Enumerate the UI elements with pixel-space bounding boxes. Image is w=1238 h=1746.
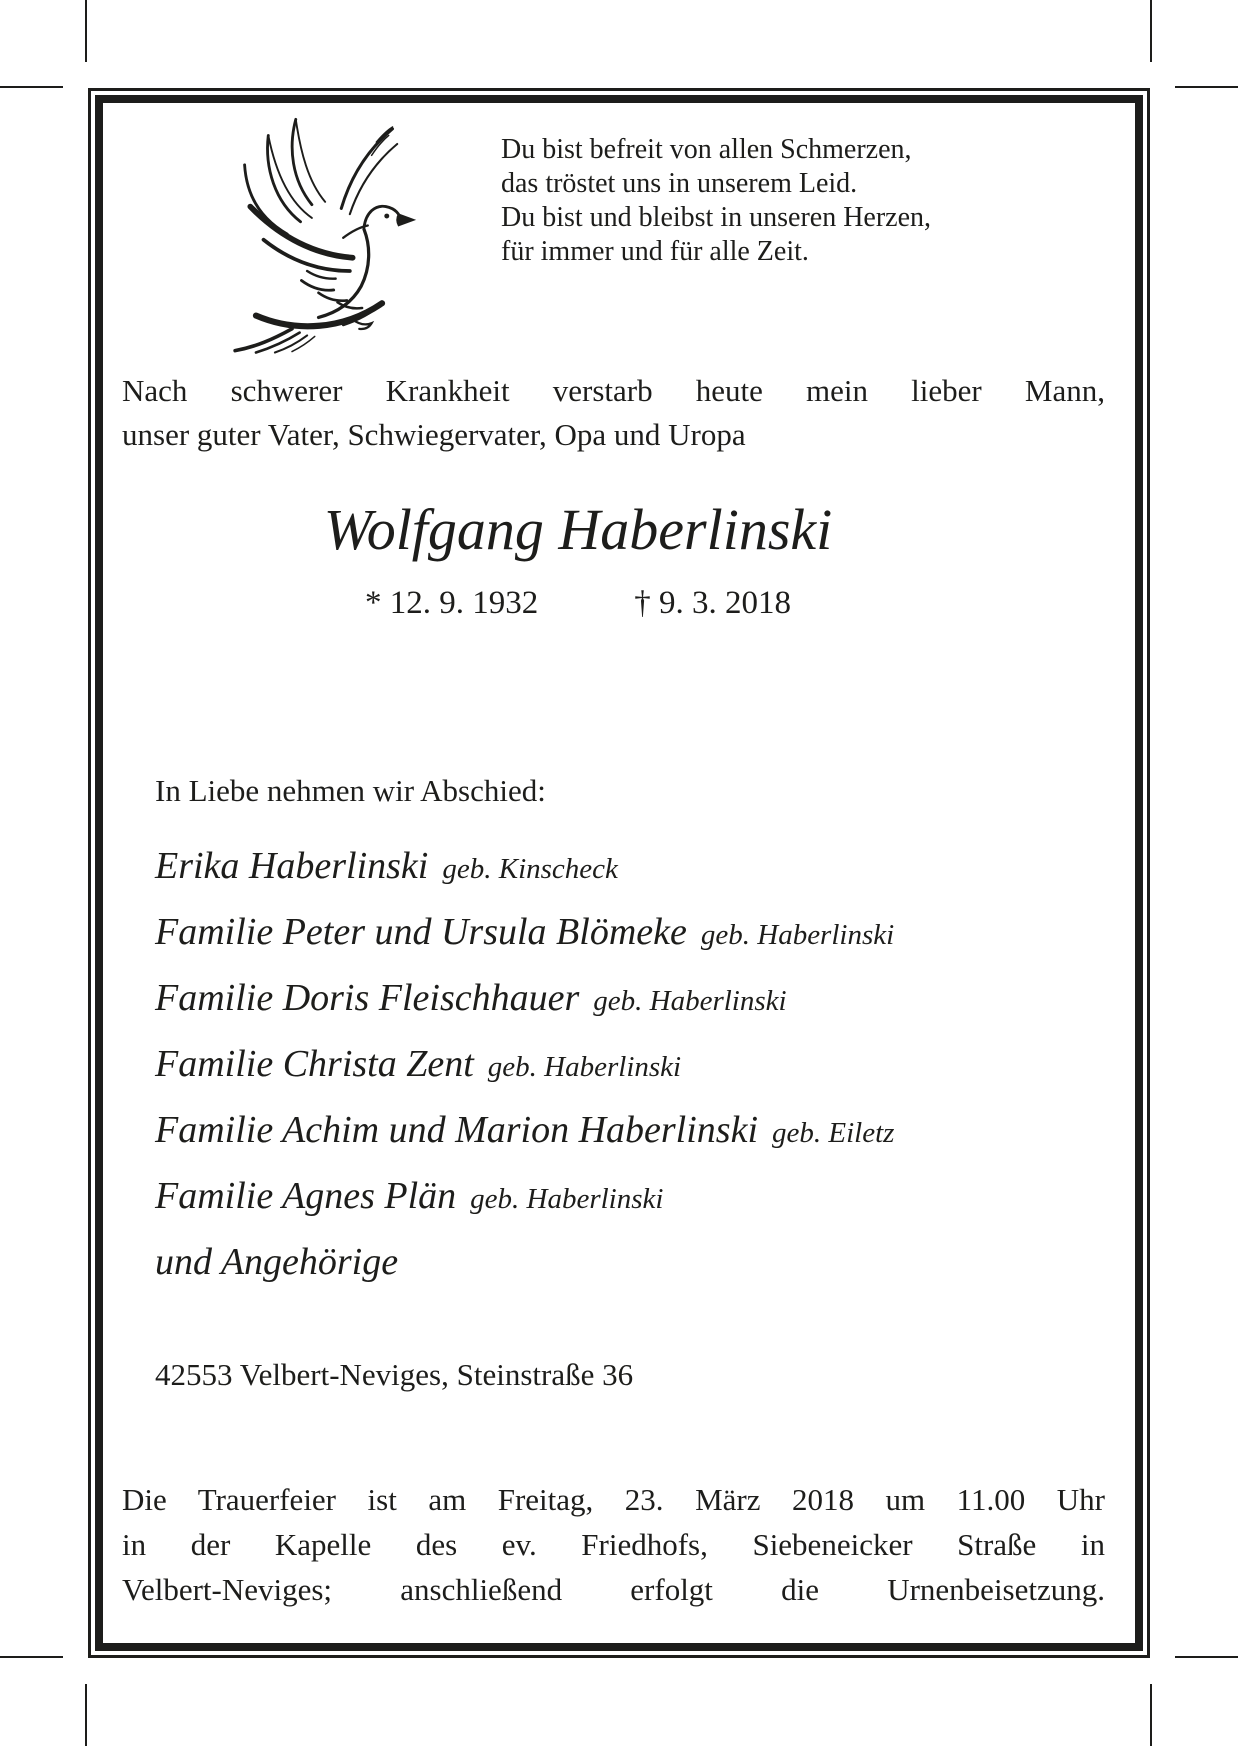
dove-icon [201, 113, 419, 357]
mourner-name: Familie Doris Fleischhauer [155, 977, 580, 1019]
mourner-row [155, 1031, 894, 1097]
poem-line: für immer und für alle Zeit. [501, 236, 809, 267]
crop-mark-bottom-right-v [1150, 1684, 1152, 1746]
crop-mark-top-right-v [1150, 0, 1152, 62]
mourner-name: Familie Agnes Plän [155, 1175, 457, 1217]
mourner-row [155, 1163, 894, 1229]
death-date: † 9. 3. 2018 [634, 585, 791, 621]
crop-mark-top-right-h [1175, 86, 1238, 88]
crop-mark-bottom-right-h [1175, 1656, 1238, 1658]
deceased-block [103, 499, 1053, 622]
funeral-line: Velbert-Neviges; anschließend erfolgt die Urnenbeisetzung. [122, 1572, 1105, 1607]
mourner-nee: geb. Haberlinski [487, 1051, 682, 1083]
notice-content [103, 103, 1135, 1643]
mourner-nee: geb. Haberlinski [700, 919, 895, 951]
poem-line: Du bist und bleibst in unseren Herzen, [501, 202, 932, 233]
mourner-name: Erika Haberlinski [155, 845, 429, 887]
mourner-nee: geb. Kinscheck [442, 853, 618, 885]
mourner-row [155, 899, 894, 965]
mourner-row [155, 833, 894, 899]
mourner-row [155, 1229, 894, 1295]
mourners-list [155, 833, 894, 1295]
poem-line: Du bist befreit von allen Schmerzen, [501, 134, 912, 165]
birth-date: * 12. 9. 1932 [365, 585, 539, 621]
mourner-nee: geb. Haberlinski [593, 985, 787, 1017]
funeral-line: in der Kapelle des ev. Friedhofs, Siebeneicker Straße in [122, 1527, 1105, 1562]
mourner-nee: geb. Eiletz [772, 1117, 895, 1149]
deceased-name: Wolfgang Haberlinski [323, 497, 833, 562]
mourner-row [155, 1097, 894, 1163]
crop-mark-top-left-h [0, 86, 63, 88]
funeral-line: Die Trauerfeier ist am Freitag, 23. März 2018 um 11.00 Uhr [122, 1482, 1105, 1517]
mourner-name: Familie Achim und Marion Haberlinski [155, 1109, 759, 1151]
mourner-name: und Angehörige [155, 1241, 399, 1283]
funeral-paragraph [122, 1477, 1105, 1612]
intro-paragraph [122, 369, 1105, 457]
crop-mark-bottom-left-h [0, 1656, 63, 1658]
intro-line: unser guter Vater, Schwiegervater, Opa und Uropa [122, 417, 746, 452]
life-dates [103, 585, 1053, 622]
poem [501, 133, 931, 269]
mourner-name: Familie Peter und Ursula Blömeke [155, 911, 687, 953]
poem-line: das tröstet uns in unserem Leid. [501, 168, 858, 199]
crop-mark-top-left-v [85, 0, 87, 62]
mourner-row [155, 965, 894, 1031]
crop-mark-bottom-left-v [85, 1684, 87, 1746]
mourner-name: Familie Christa Zent [155, 1043, 474, 1085]
farewell-heading: In Liebe nehmen wir Abschied: [155, 773, 546, 808]
intro-line: Nach schwerer Krankheit verstarb heute mein lieber Mann, [122, 373, 1105, 408]
notice-outer-border [88, 88, 1150, 1658]
notice-inner-border [95, 95, 1143, 1651]
address-line: 42553 Velbert-Neviges, Steinstraße 36 [155, 1357, 634, 1392]
mourner-nee: geb. Haberlinski [470, 1183, 664, 1215]
